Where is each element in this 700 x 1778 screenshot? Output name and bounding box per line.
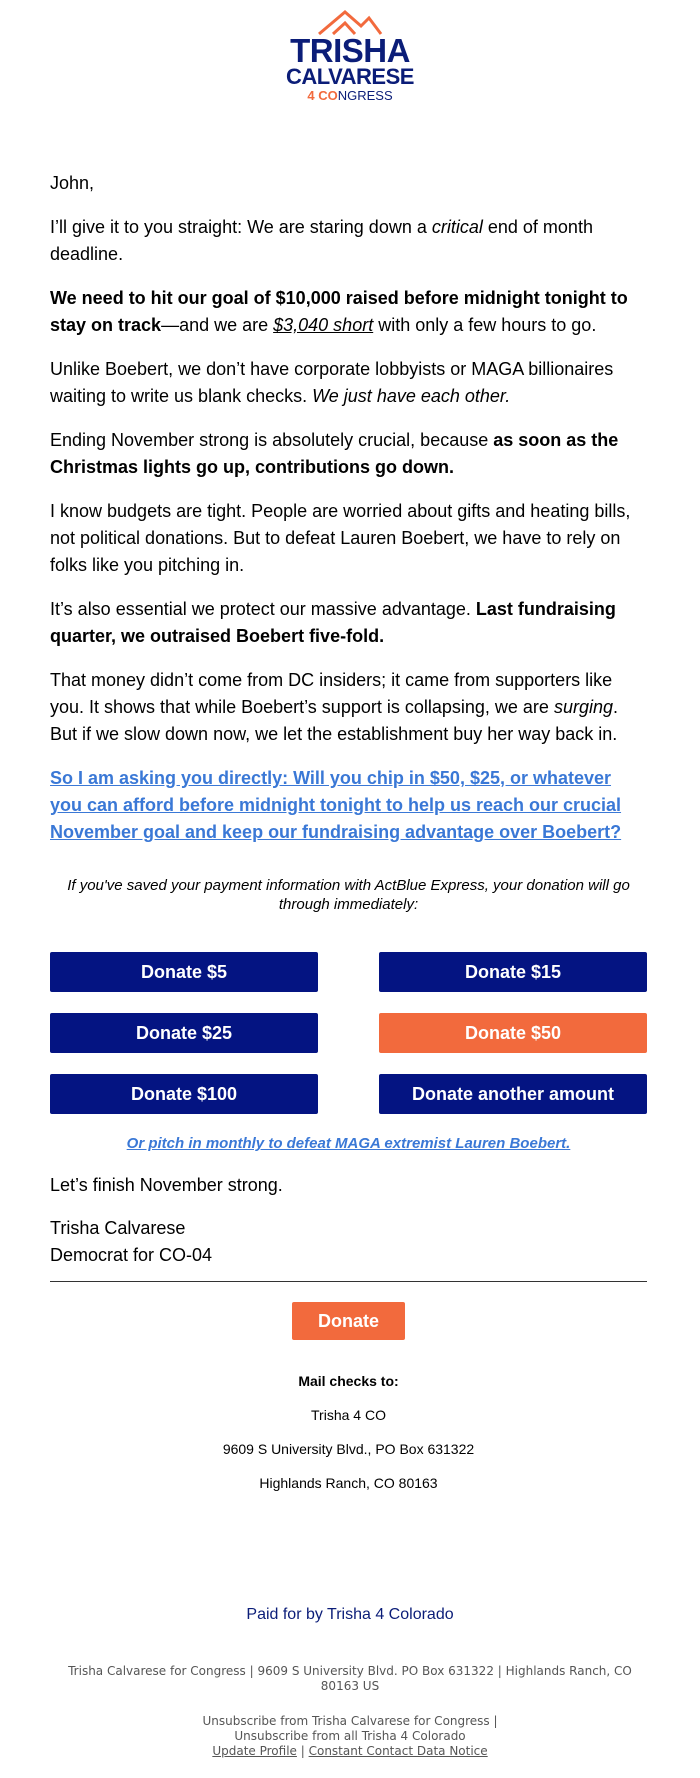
email-body (50, 170, 647, 1508)
donate-25-button[interactable]: Donate $25 (50, 1013, 318, 1053)
closing: Let’s finish November strong. (50, 1175, 283, 1195)
donate-other-button[interactable]: Donate another amount (379, 1074, 647, 1114)
mail-line: Highlands Ranch, CO 80163 (259, 1475, 438, 1491)
paid-for-disclaimer: Paid for by Trisha 4 Colorado (246, 1606, 454, 1623)
footer-address: Trisha Calvarese for Congress | 9609 S University Blvd. PO Box 631322 | Highlands Ranch, CO 80163 US (68, 1664, 632, 1693)
logo-line1: TRISHA (290, 32, 410, 69)
campaign-logo (270, 8, 430, 114)
update-profile-link[interactable]: Update Profile (212, 1744, 297, 1758)
paragraph: I know budgets are tight. People are worried about gifts and heating bills, not political donations. But to defeat Lauren Boebert, we have to rely on folks like you pitching in. (50, 501, 631, 575)
monthly-link[interactable]: Or pitch in monthly to defeat MAGA extremist Lauren Boebert. (126, 1135, 571, 1152)
donate-50-button[interactable]: Donate $50 (379, 1013, 647, 1053)
express-note: If you've saved your payment information with ActBlue Express, your donation will go through immediately: (67, 877, 630, 913)
donate-15-button[interactable]: Donate $15 (379, 952, 647, 992)
mail-line: 9609 S University Blvd., PO Box 631322 (222, 1441, 475, 1457)
unsubscribe-link[interactable]: Unsubscribe from Trisha Calvarese for Congress | (202, 1714, 498, 1728)
signature-name: Trisha Calvarese (50, 1218, 186, 1238)
paragraph: I’ll give it to you straight: We are staring down a critical end of month deadline. (50, 217, 593, 264)
donate-buttons (50, 952, 647, 1114)
ask-link[interactable]: So I am asking you directly: Will you chip in $50, $25, or whatever you can afford before midnight tonight to help us reach our crucial November goal and keep our fundraising advantage over Boebert? (50, 768, 622, 842)
divider (50, 1281, 647, 1282)
mail-checks (50, 1372, 647, 1492)
paragraph: We need to hit our goal of $10,000 raised before midnight tonight to stay on track—and we are $3,040 short with only a few hours to go. (50, 288, 628, 335)
logo-line3: 4 CONGRESS (307, 88, 393, 103)
mail-heading: Mail checks to: (298, 1373, 399, 1389)
mail-line: Trisha 4 CO (311, 1407, 386, 1423)
donate-100-button[interactable]: Donate $100 (50, 1074, 318, 1114)
donate-5-button[interactable]: Donate $5 (50, 952, 318, 992)
footer: Trisha Calvarese for Congress | 9609 S University Blvd. PO Box 631322 | Highlands Ranch, CO 80163 US Unsubscribe from Trisha Calvarese for Congress | Unsubscribe from all Trisha 4 Colorado Update Profile | Constant Contact Data Notice (60, 1664, 640, 1759)
donate-button[interactable]: Donate (292, 1302, 405, 1340)
logo-line2: CALVARESE (286, 64, 414, 89)
signature-title: Democrat for CO-04 (50, 1245, 213, 1265)
paragraph: It’s also essential we protect our massive advantage. Last fundraising quarter, we outraised Boebert five-fold. (50, 599, 616, 646)
paragraph: That money didn’t come from DC insiders; it came from supporters like you. It shows that while Boebert’s support is collapsing, we are surging. But if we slow down now, we let the establishment buy her way back in. (50, 670, 618, 744)
greeting: John, (50, 173, 95, 193)
paragraph: Unlike Boebert, we don’t have corporate lobbyists or MAGA billionaires waiting to write us blank checks. We just have each other. (50, 359, 614, 406)
paragraph: Ending November strong is absolutely crucial, because as soon as the Christmas lights go up, contributions go down. (50, 430, 619, 477)
data-notice-link[interactable]: Constant Contact Data Notice (308, 1744, 488, 1758)
unsubscribe-all-link[interactable]: Unsubscribe from all Trisha 4 Colorado (234, 1729, 466, 1743)
signoff (50, 1172, 647, 1269)
